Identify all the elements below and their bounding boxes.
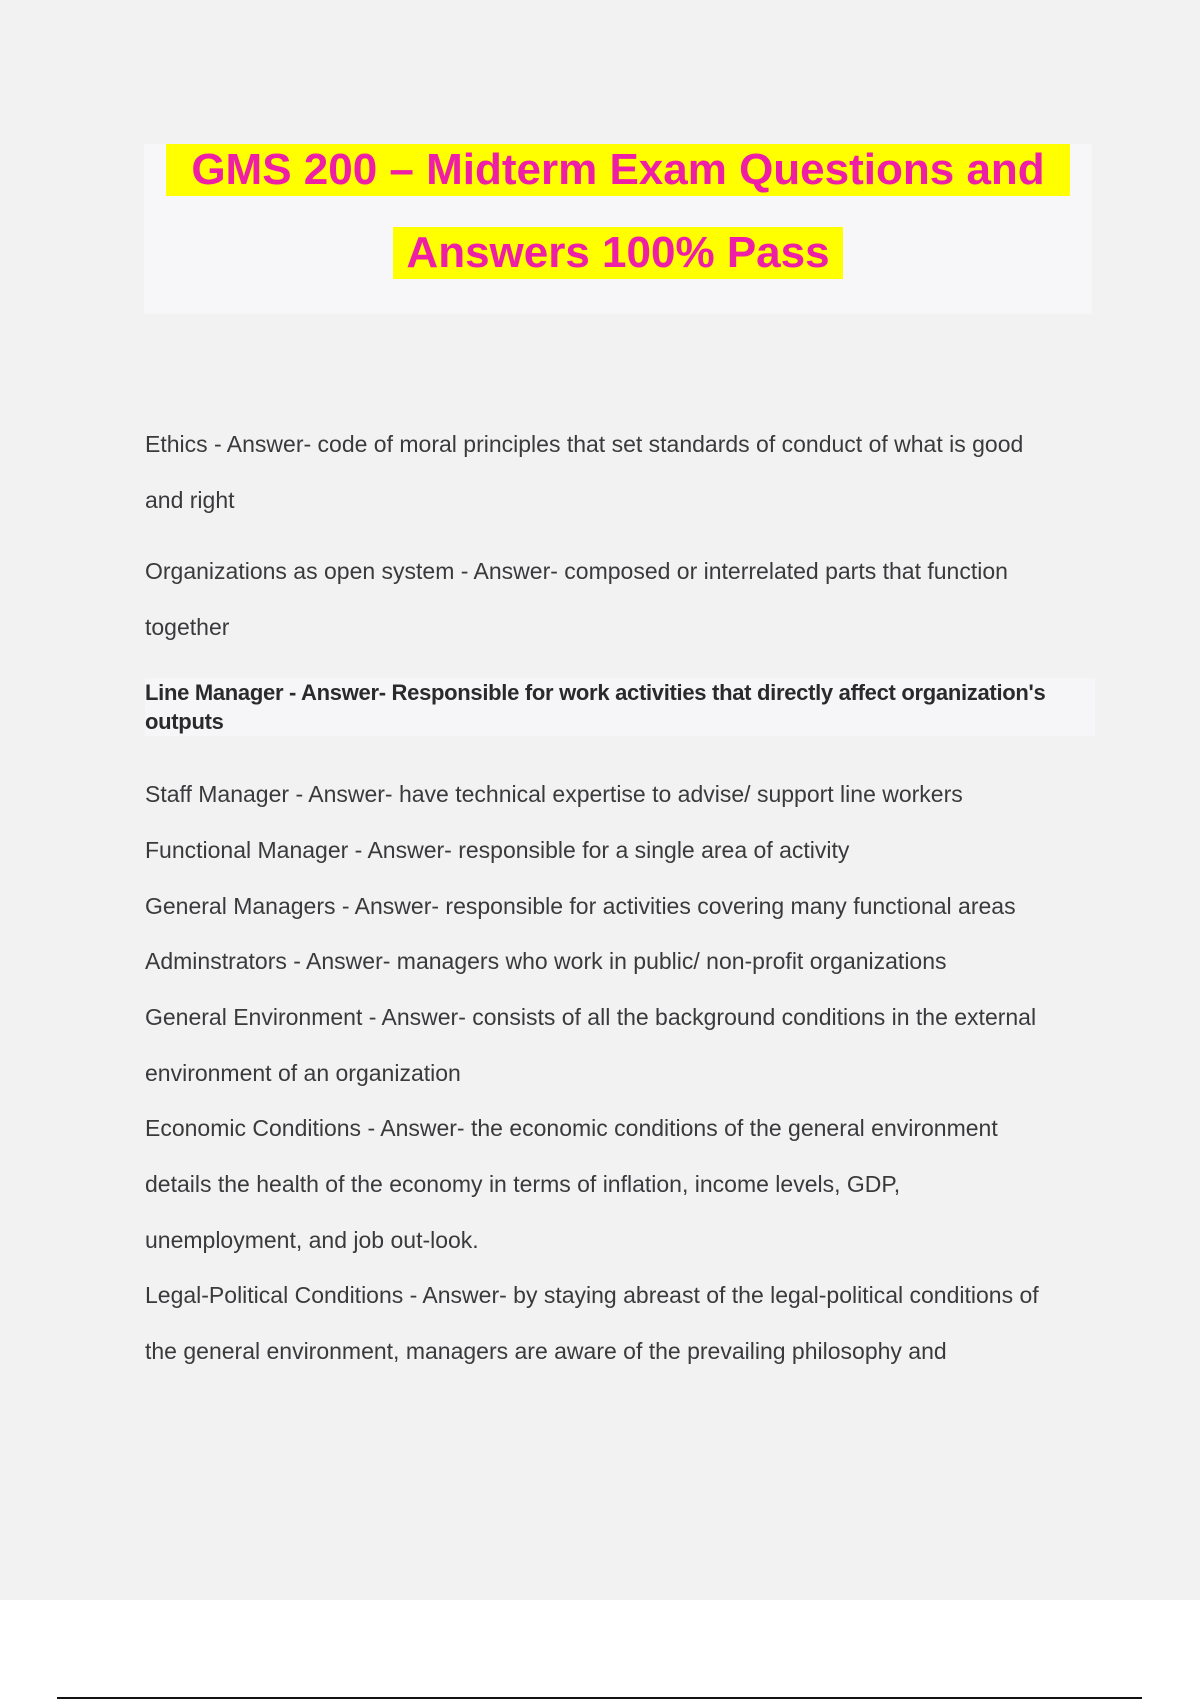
qa-entry-adminstrators: Adminstrators - Answer- managers who work in public/ non-profit organizations: [145, 948, 947, 974]
qa-entry-economic-conditions: Economic Conditions - Answer- the economic conditions of the general environment details the health of the economy in terms of inflation, income levels, GDP, unemployment, and job out-look.: [145, 1115, 998, 1253]
qa-entry-general-managers: General Managers - Answer- responsible for activities covering many functional areas: [145, 893, 1016, 919]
qa-entry-ethics: Ethics - Answer- code of moral principles that set standards of conduct of what is good and right: [145, 431, 1024, 513]
qa-entry-general-environment: General Environment - Answer- consists of all the background conditions in the external environment of an organization: [145, 1004, 1037, 1086]
qa-entry-functional-manager: Functional Manager - Answer- responsible for a single area of activity: [145, 837, 850, 863]
qa-entry-legal-political: Legal-Political Conditions - Answer- by staying abreast of the legal-political conditions of the general environment, managers are aware of the prevailing philosophy and: [145, 1282, 1039, 1364]
title-block: [144, 144, 1092, 314]
qa-entry-staff-manager: Staff Manager - Answer- have technical expertise to advise/ support line workers: [145, 781, 963, 807]
title-line-1: GMS 200 – Midterm Exam Questions and: [166, 144, 1070, 196]
qa-entry-open-system: Organizations as open system - Answer- composed or interrelated parts that function together: [145, 558, 1008, 640]
footer-rule: [57, 1697, 1142, 1699]
qa-entry-line-manager: Line Manager - Answer- Responsible for work activities that directly affect organization's outputs: [145, 678, 1095, 736]
title-line-2: Answers 100% Pass: [393, 227, 843, 279]
